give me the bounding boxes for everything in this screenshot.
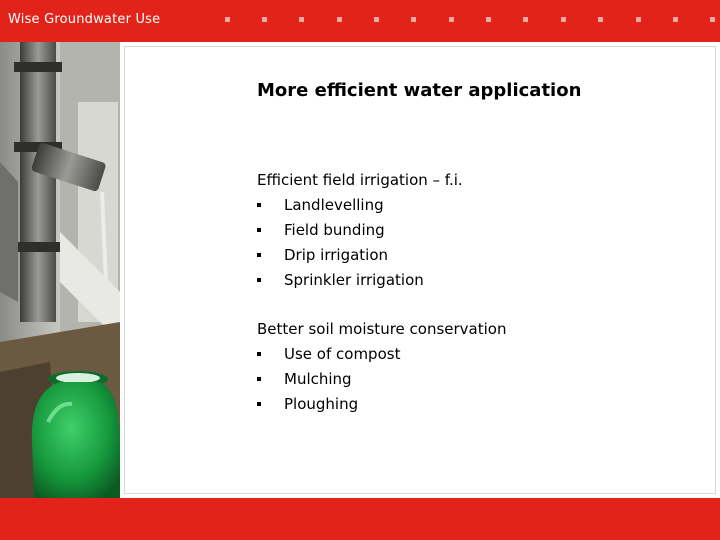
decorative-dot <box>374 17 379 22</box>
list-item <box>257 270 697 295</box>
decorative-dot <box>598 17 603 22</box>
decorative-dot <box>449 17 454 22</box>
decorative-dot <box>486 17 491 22</box>
header-dot-row <box>0 17 720 23</box>
bullet-icon <box>257 278 261 282</box>
list-item-label: Sprinkler irrigation <box>284 271 424 289</box>
decorative-dot <box>673 17 678 22</box>
section-heading: Efficient field irrigation – f.i. <box>257 171 463 189</box>
list-item-label: Landlevelling <box>284 196 384 214</box>
decorative-dot <box>561 17 566 22</box>
list-item-label: Field bunding <box>284 221 385 239</box>
bullet-icon <box>257 253 261 257</box>
footer-bar <box>0 498 720 540</box>
decorative-dot <box>523 17 528 22</box>
list-item-label: Mulching <box>284 370 352 388</box>
bullet-icon <box>257 352 261 356</box>
list-item <box>257 195 697 220</box>
decorative-dot <box>710 17 715 22</box>
header-bar <box>0 0 720 42</box>
slide-body <box>257 170 697 419</box>
bullet-icon <box>257 228 261 232</box>
list-item-label: Use of compost <box>284 345 401 363</box>
bullet-icon <box>257 377 261 381</box>
water-pump-illustration <box>0 42 120 498</box>
list-item <box>257 369 697 394</box>
list-item <box>257 245 697 270</box>
list-item <box>257 344 697 369</box>
section-spacer <box>257 295 697 319</box>
decorative-dot <box>337 17 342 22</box>
water-pump-photo <box>0 42 120 498</box>
decorative-dot <box>299 17 304 22</box>
slide-title: More efficient water application <box>257 80 582 101</box>
decorative-dot <box>262 17 267 22</box>
brand-title: Wise Groundwater Use <box>8 12 161 27</box>
list-item-label: Drip irrigation <box>284 246 389 264</box>
list-item-label: Ploughing <box>284 395 359 413</box>
decorative-dot <box>411 17 416 22</box>
bullet-icon <box>257 402 261 406</box>
decorative-dot <box>636 17 641 22</box>
section-heading: Better soil moisture conservation <box>257 320 507 338</box>
list-item <box>257 220 697 245</box>
bullet-icon <box>257 203 261 207</box>
list-item <box>257 394 697 419</box>
decorative-dot <box>225 17 230 22</box>
